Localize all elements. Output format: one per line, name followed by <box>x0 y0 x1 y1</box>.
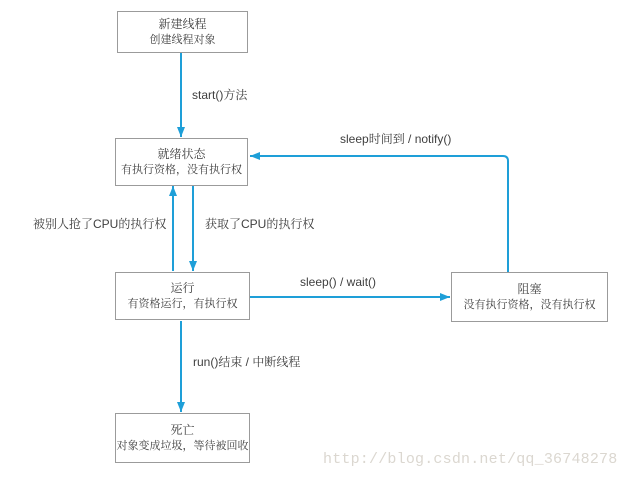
node-running-title: 运行 <box>170 281 195 295</box>
node-new-thread-subtitle: 创建线程对象 <box>149 34 216 46</box>
node-blocked-title: 阻塞 <box>517 282 542 296</box>
node-dead-title: 死亡 <box>170 423 195 437</box>
arrow-blocked-to-ready <box>250 156 508 272</box>
watermark-url: http://blog.csdn.net/qq_36748278 <box>323 451 618 468</box>
edge-label-start-method: start()方法 <box>192 88 248 102</box>
node-ready <box>115 138 248 186</box>
node-dead-subtitle: 对象变成垃圾，等待被回收 <box>116 440 249 452</box>
node-ready-title: 就绪状态 <box>157 147 206 161</box>
node-running-subtitle: 有资格运行，有执行权 <box>127 298 238 310</box>
node-dead <box>115 413 250 463</box>
node-new-thread-title: 新建线程 <box>158 17 207 31</box>
edge-label-sleep-wait: sleep() / wait() <box>300 275 377 289</box>
node-blocked <box>451 272 608 322</box>
node-ready-subtitle: 有执行资格，没有执行权 <box>121 164 242 176</box>
node-running <box>115 272 250 320</box>
node-blocked-subtitle: 没有执行资格，没有执行权 <box>463 299 596 311</box>
edge-label-cpu-preempted: 被别人抢了CPU的执行权 <box>33 217 167 231</box>
edge-label-sleep-timeout-notify: sleep时间到 / notify() <box>340 132 452 146</box>
edge-label-run-end-interrupt: run()结束 / 中断线程 <box>193 355 301 369</box>
node-new-thread <box>117 11 248 53</box>
edge-label-cpu-acquired: 获取了CPU的执行权 <box>205 217 315 231</box>
